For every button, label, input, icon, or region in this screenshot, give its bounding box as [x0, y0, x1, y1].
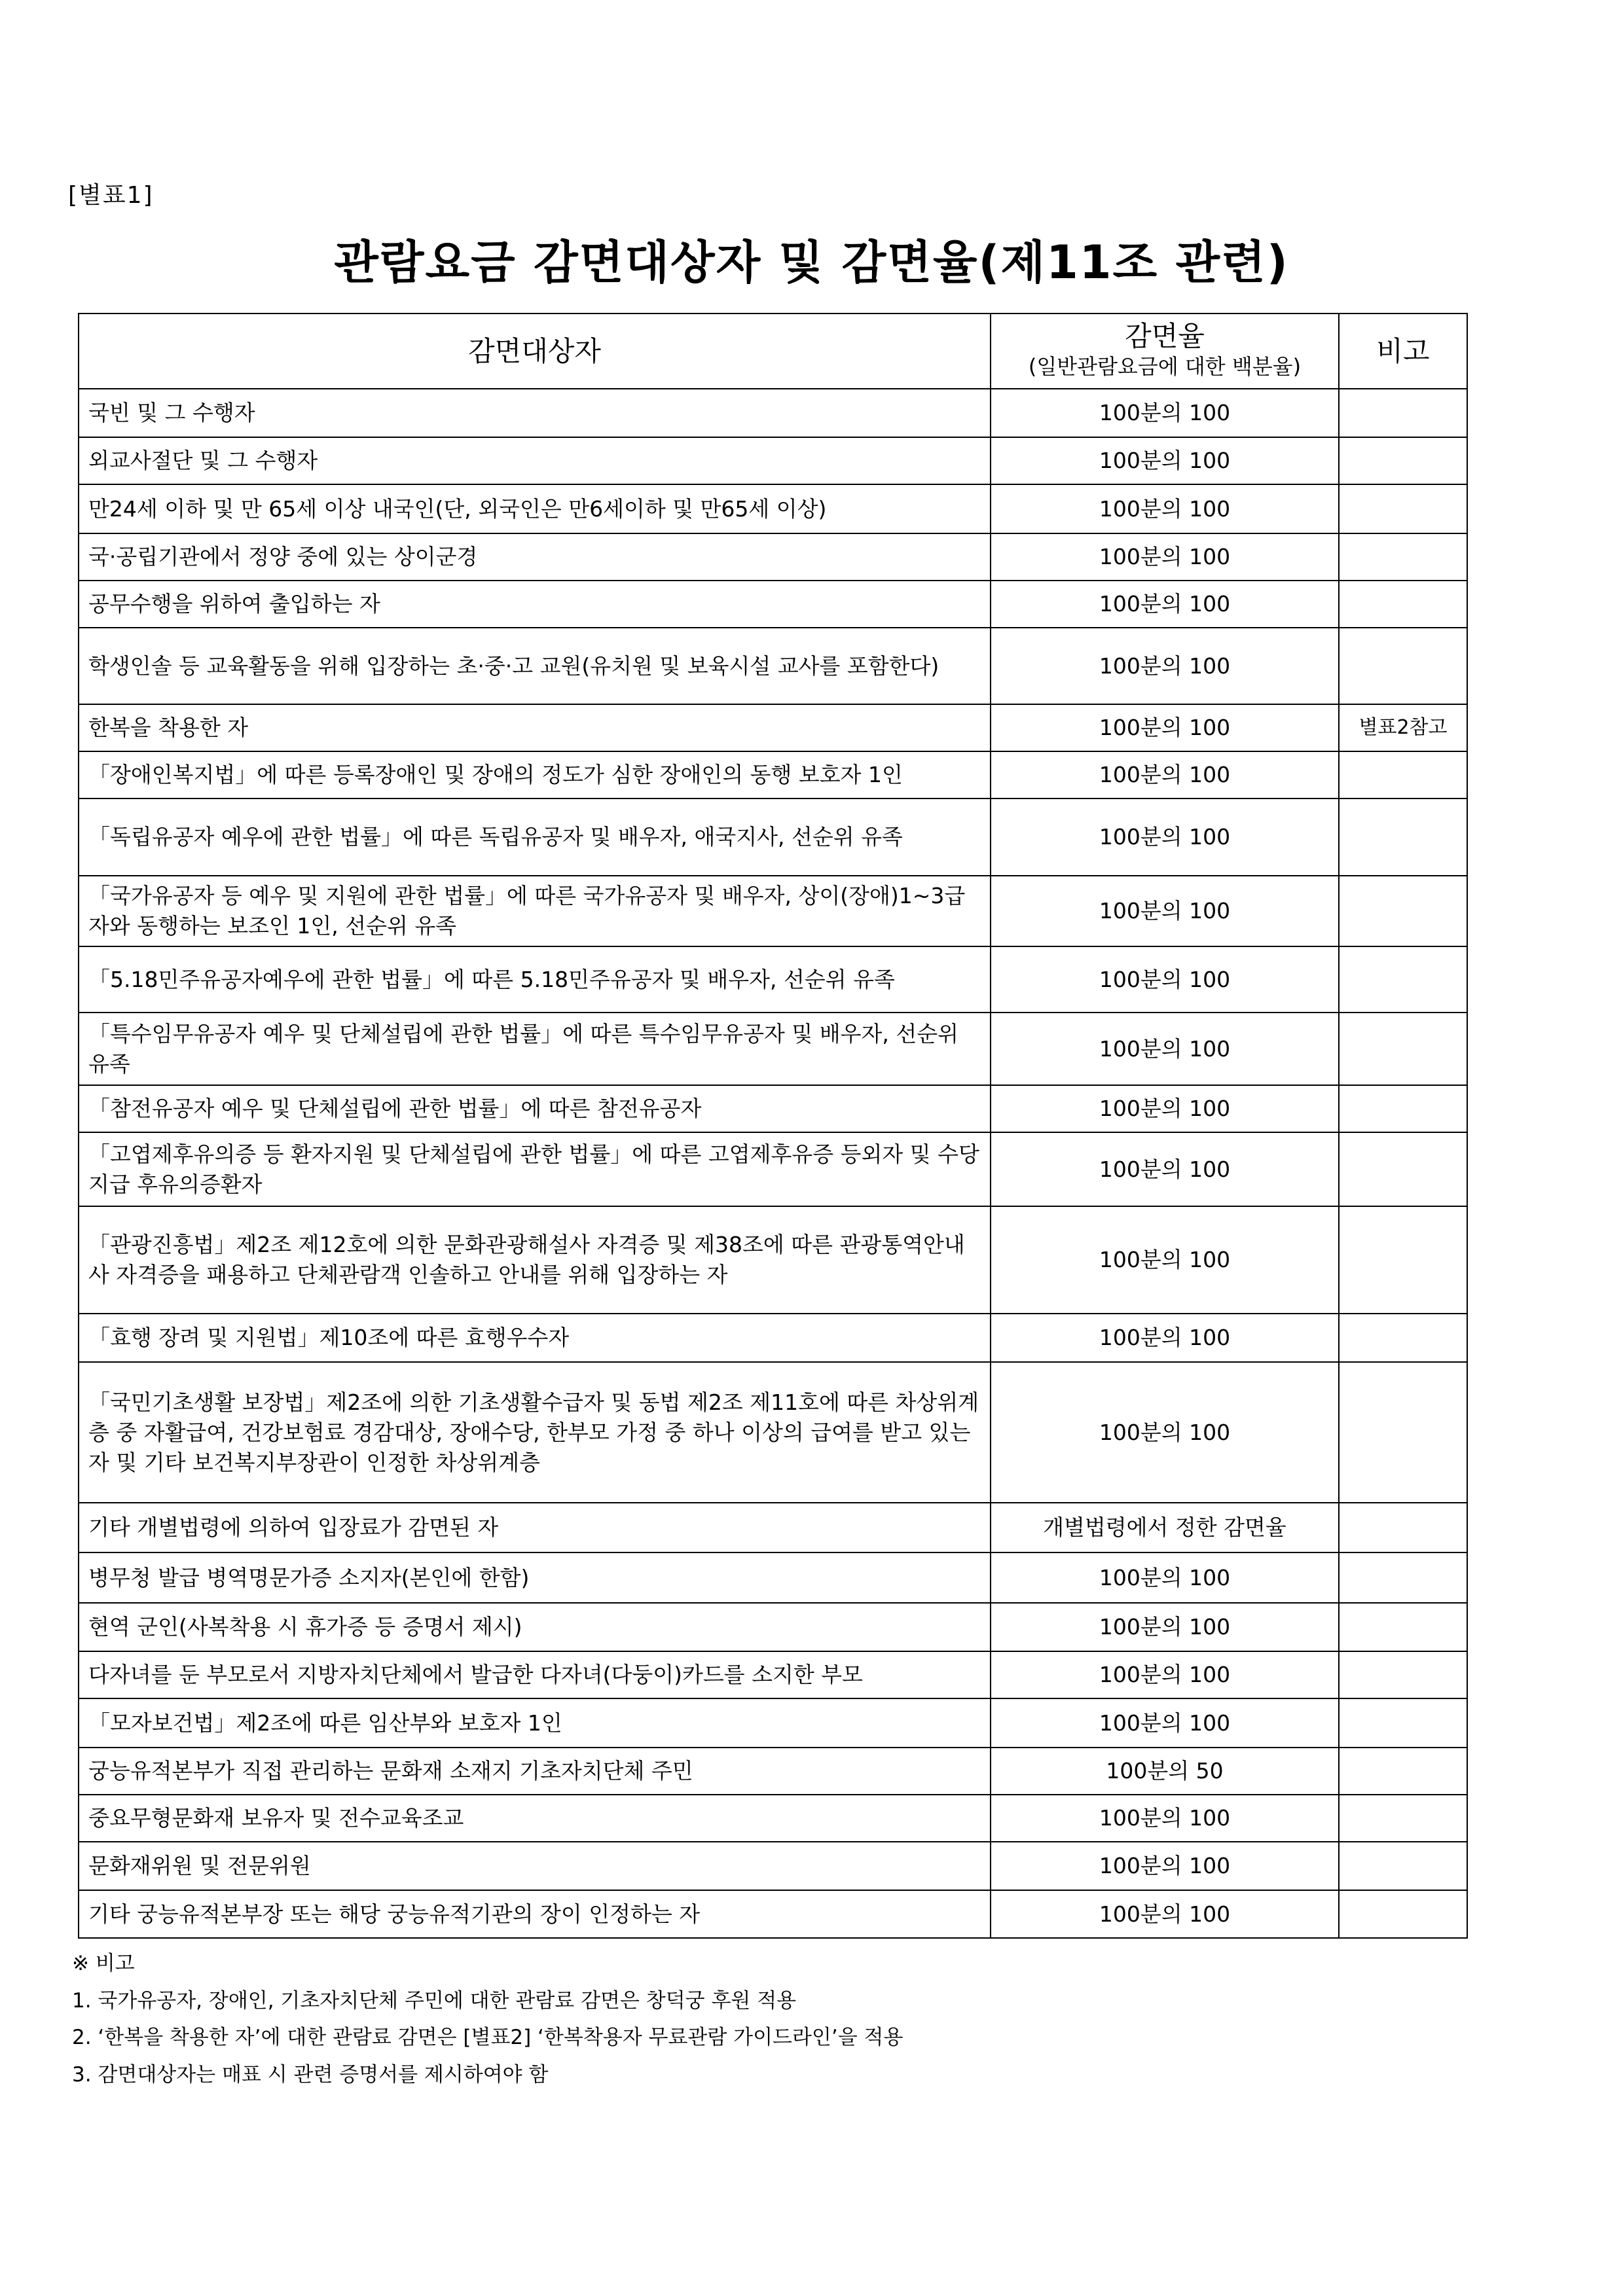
cell-target: 병무청 발급 병역명문가증 소지자(본인에 한함)	[79, 1552, 991, 1603]
cell-note	[1339, 1795, 1467, 1842]
table-row	[79, 876, 1467, 946]
table-row	[79, 628, 1467, 704]
cell-rate: 100분의 100	[991, 1698, 1339, 1748]
cell-note	[1339, 1603, 1467, 1651]
cell-rate: 100분의 100	[991, 484, 1339, 533]
cell-target: 「국가유공자 등 예우 및 지원에 관한 법률」에 따른 국가유공자 및 배우자, 상이(장애)1~3급자와 동행하는 보조인 1인, 선순위 유족	[79, 876, 991, 946]
cell-note	[1339, 1698, 1467, 1748]
table-row	[79, 581, 1467, 628]
notes-heading: ※ 비고	[72, 1952, 135, 1975]
cell-target: 「모자보건법」제2조에 따른 임산부와 보호자 1인	[79, 1698, 991, 1748]
cell-rate: 100분의 100	[991, 1132, 1339, 1206]
cell-rate: 100분의 100	[991, 628, 1339, 704]
cell-note	[1339, 389, 1467, 437]
cell-rate: 100분의 100	[991, 389, 1339, 437]
cell-rate: 100분의 100	[991, 1013, 1339, 1085]
cell-target: 외교사절단 및 그 수행자	[79, 437, 991, 484]
cell-rate: 개별법령에서 정한 감면율	[991, 1503, 1339, 1552]
cell-target: 「효행 장려 및 지원법」제10조에 따른 효행우수자	[79, 1314, 991, 1362]
cell-rate: 100분의 50	[991, 1748, 1339, 1795]
cell-rate: 100분의 100	[991, 876, 1339, 946]
header-rate-label: 감면율	[1125, 319, 1205, 352]
cell-note	[1339, 484, 1467, 533]
cell-target: 문화재위원 및 전문위원	[79, 1842, 991, 1890]
page-title: 관람요금 감면대상자 및 감면율(제11조 관련)	[334, 236, 1289, 289]
cell-note	[1339, 1206, 1467, 1314]
cell-note	[1339, 876, 1467, 946]
table-row	[79, 1013, 1467, 1085]
cell-rate: 100분의 100	[991, 751, 1339, 798]
cell-rate: 100분의 100	[991, 704, 1339, 751]
table-row	[79, 1132, 1467, 1206]
table-row	[79, 1206, 1467, 1314]
table-row	[79, 798, 1467, 876]
cell-target: 「특수임무유공자 예우 및 단체설립에 관한 법률」에 따른 특수임무유공자 및 배우자, 선순위 유족	[79, 1013, 991, 1085]
annex-label: [별표1]	[68, 182, 154, 209]
table-row	[79, 1795, 1467, 1842]
cell-note	[1339, 946, 1467, 1013]
cell-note	[1339, 1314, 1467, 1362]
cell-note	[1339, 1013, 1467, 1085]
cell-note	[1339, 1085, 1467, 1132]
table-row	[79, 1698, 1467, 1748]
cell-note	[1339, 751, 1467, 798]
table-row	[79, 946, 1467, 1013]
table-row	[79, 1503, 1467, 1552]
cell-note	[1339, 1842, 1467, 1890]
header-target: 감면대상자	[79, 314, 991, 389]
note-item: 2. ‘한복을 착용한 자’에 대한 관람료 감면은 [별표2] ‘한복착용자 무료관람 가이드라인’을 적용	[72, 2026, 903, 2049]
note-item: 3. 감면대상자는 매표 시 관련 증명서를 제시하여야 함	[72, 2062, 549, 2087]
table-row	[79, 1085, 1467, 1132]
cell-target: 궁능유적본부가 직접 관리하는 문화재 소재지 기초자치단체 주민	[79, 1748, 991, 1795]
cell-rate: 100분의 100	[991, 1603, 1339, 1651]
cell-target: 공무수행을 위하여 출입하는 자	[79, 581, 991, 628]
cell-note	[1339, 437, 1467, 484]
cell-note	[1339, 1748, 1467, 1795]
cell-target: 「참전유공자 예우 및 단체설립에 관한 법률」에 따른 참전유공자	[79, 1085, 991, 1132]
cell-target: 국·공립기관에서 정양 중에 있는 상이군경	[79, 533, 991, 581]
table-row	[79, 1748, 1467, 1795]
cell-note: 별표2참고	[1339, 704, 1467, 751]
cell-target: 「고엽제후유의증 등 환자지원 및 단체설립에 관한 법률」에 따른 고엽제후유증 등외자 및 수당지급 후유의증환자	[79, 1132, 991, 1206]
cell-rate: 100분의 100	[991, 581, 1339, 628]
cell-target: 「5.18민주유공자예우에 관한 법률」에 따른 5.18민주유공자 및 배우자, 선순위 유족	[79, 946, 991, 1013]
cell-target: 한복을 착용한 자	[79, 704, 991, 751]
header-rate	[991, 314, 1339, 389]
cell-rate: 100분의 100	[991, 1362, 1339, 1503]
exemption-table	[78, 313, 1468, 1939]
cell-note	[1339, 1132, 1467, 1206]
table-row	[79, 1552, 1467, 1603]
table-header-row	[79, 314, 1467, 389]
table-row	[79, 751, 1467, 798]
cell-rate: 100분의 100	[991, 1552, 1339, 1603]
cell-rate: 100분의 100	[991, 533, 1339, 581]
cell-target: 학생인솔 등 교육활동을 위해 입장하는 초·중·고 교원(유치원 및 보육시설 교사를 포함한다)	[79, 628, 991, 704]
cell-note	[1339, 581, 1467, 628]
cell-rate: 100분의 100	[991, 1085, 1339, 1132]
cell-note	[1339, 1503, 1467, 1552]
cell-note	[1339, 1890, 1467, 1938]
cell-rate: 100분의 100	[991, 798, 1339, 876]
cell-target: 다자녀를 둔 부모로서 지방자치단체에서 발급한 다자녀(다둥이)카드를 소지한 부모	[79, 1651, 991, 1698]
cell-note	[1339, 1651, 1467, 1698]
note-item: 1. 국가유공자, 장애인, 기초자치단체 주민에 대한 관람료 감면은 창덕궁 후원 적용	[72, 1988, 797, 2013]
table-row	[79, 389, 1467, 437]
table-row	[79, 484, 1467, 533]
cell-note	[1339, 1362, 1467, 1503]
cell-target: 중요무형문화재 보유자 및 전수교육조교	[79, 1795, 991, 1842]
table-row	[79, 1314, 1467, 1362]
table-row	[79, 533, 1467, 581]
header-note: 비고	[1339, 314, 1467, 389]
table-row	[79, 1890, 1467, 1938]
header-rate-sub: (일반관람요금에 대한 백분율)	[1028, 353, 1302, 379]
cell-rate: 100분의 100	[991, 437, 1339, 484]
cell-rate: 100분의 100	[991, 1206, 1339, 1314]
table-row	[79, 1651, 1467, 1698]
cell-target: 기타 궁능유적본부장 또는 해당 궁능유적기관의 장이 인정하는 자	[79, 1890, 991, 1938]
cell-target: 「장애인복지법」에 따른 등록장애인 및 장애의 정도가 심한 장애인의 동행 보호자 1인	[79, 751, 991, 798]
cell-note	[1339, 798, 1467, 876]
cell-note	[1339, 533, 1467, 581]
cell-rate: 100분의 100	[991, 946, 1339, 1013]
notes-section	[72, 1945, 903, 2093]
cell-target: 「국민기초생활 보장법」제2조에 의한 기초생활수급자 및 동법 제2조 제11호에 따른 차상위계층 중 자활급여, 건강보험료 경감대상, 장애수당, 한부모 가정 중 하나 이상의 급여를 받고 있는 자 및 기타 보건복지부장관이 인정한 차상위계층	[79, 1362, 991, 1503]
table-row	[79, 1842, 1467, 1890]
cell-note	[1339, 628, 1467, 704]
cell-rate: 100분의 100	[991, 1890, 1339, 1938]
cell-target: 기타 개별법령에 의하여 입장료가 감면된 자	[79, 1503, 991, 1552]
cell-target: 만24세 이하 및 만 65세 이상 내국인(단, 외국인은 만6세이하 및 만65세 이상)	[79, 484, 991, 533]
cell-rate: 100분의 100	[991, 1842, 1339, 1890]
cell-rate: 100분의 100	[991, 1314, 1339, 1362]
table-row	[79, 1362, 1467, 1503]
cell-target: 현역 군인(사복착용 시 휴가증 등 증명서 제시)	[79, 1603, 991, 1651]
cell-target: 「독립유공자 예우에 관한 법률」에 따른 독립유공자 및 배우자, 애국지사, 선순위 유족	[79, 798, 991, 876]
table-row	[79, 704, 1467, 751]
cell-target: 「관광진흥법」제2조 제12호에 의한 문화관광해설사 자격증 및 제38조에 따른 관광통역안내사 자격증을 패용하고 단체관람객 인솔하고 안내를 위해 입장하는 자	[79, 1206, 991, 1314]
table-row	[79, 437, 1467, 484]
cell-rate: 100분의 100	[991, 1795, 1339, 1842]
cell-rate: 100분의 100	[991, 1651, 1339, 1698]
cell-target: 국빈 및 그 수행자	[79, 389, 991, 437]
table-row	[79, 1603, 1467, 1651]
cell-note	[1339, 1552, 1467, 1603]
